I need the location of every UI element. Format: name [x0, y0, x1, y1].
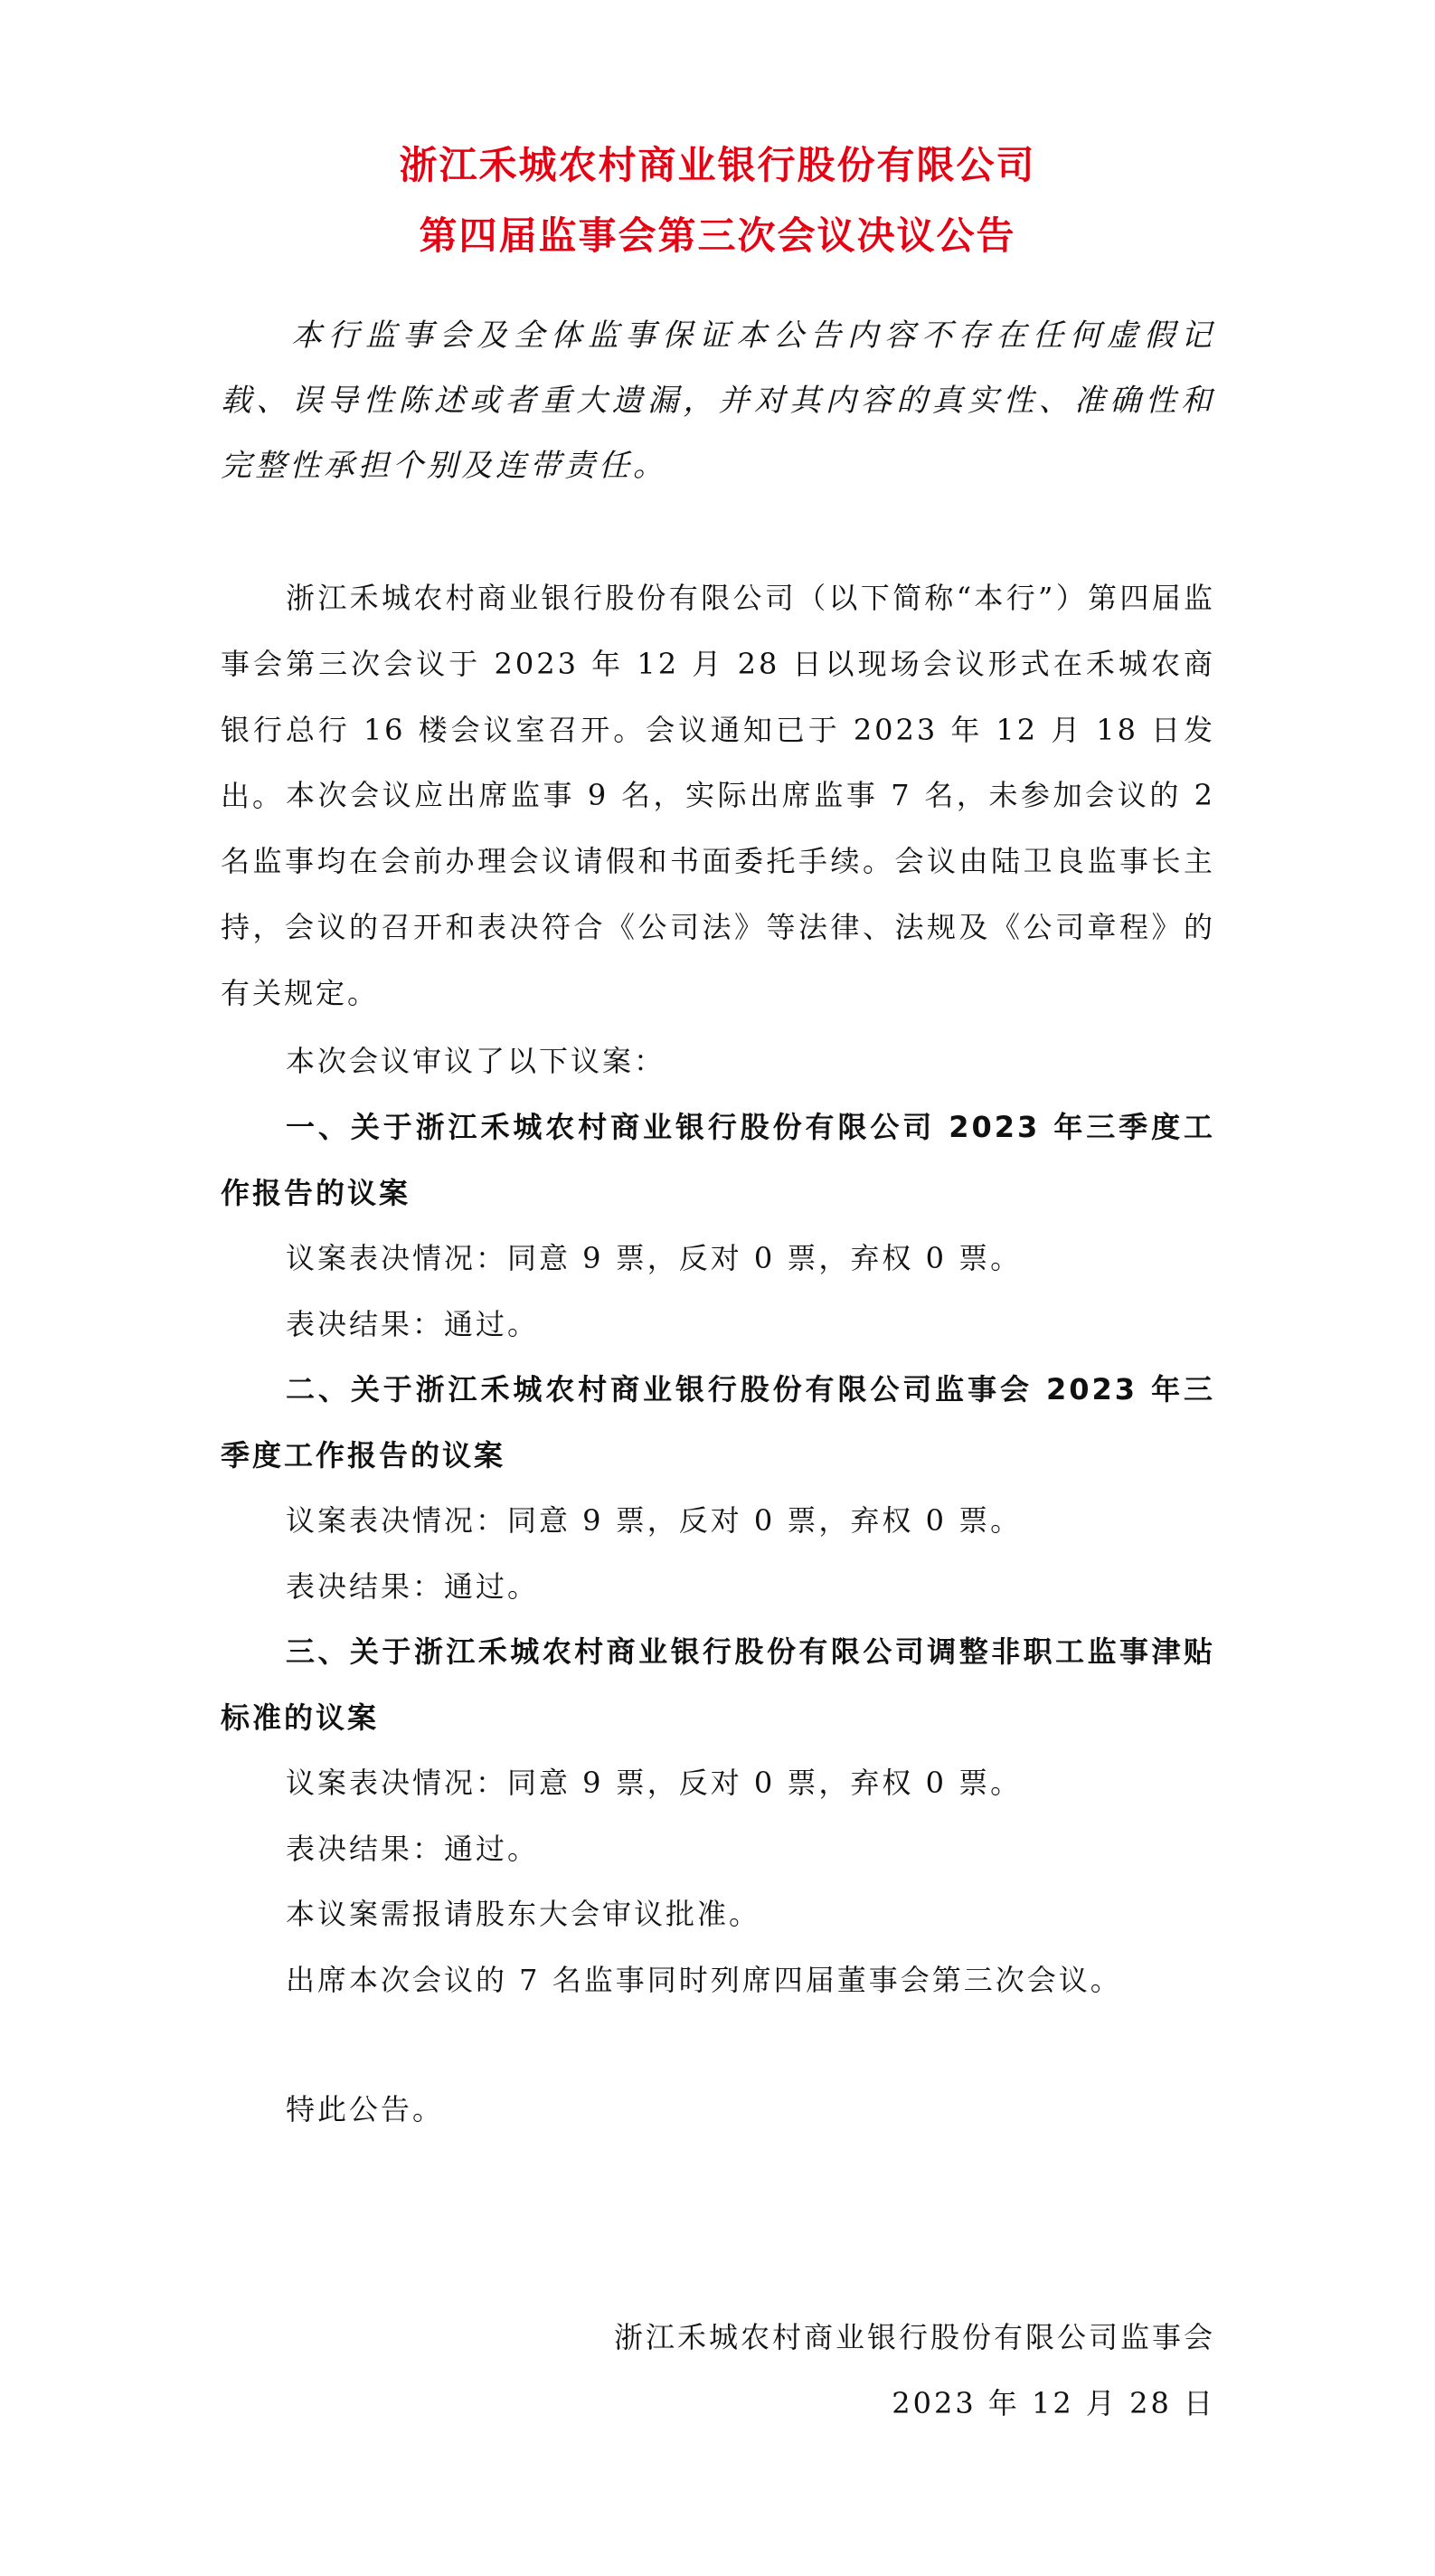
paragraph-intro: 浙江禾城农村商业银行股份有限公司（以下简称“本行”）第四届监事会第三次会议于 2023 年 12 月 28 日以现场会议形式在禾城农商银行总行 16 楼会议室召开。会议通知已于 2023 年 12 月 18 日发出。 — [221, 581, 1215, 813]
resolution-3-heading: 三、关于浙江禾城农村商业银行股份有限公司调整非职工监事津贴标准的议案 — [221, 1634, 1215, 1735]
paragraph-review: 本次会议审议了以下议案： — [286, 1044, 666, 1078]
resolution-3-vote: 议案表决情况：同意 9 票，反对 0 票，弃权 0 票。 — [286, 1766, 1023, 1800]
resolution-2-heading: 二、关于浙江禾城农村商业银行股份有限公司监事会 2023 年三季度工作报告的议案 — [221, 1372, 1215, 1473]
disclaimer-statement: 本行监事会及全体监事保证本公告内容不存在任何虚假记载、误导性陈述或者重大遗漏，并对其内容的真实性、准确性和完整性承担个别及连带责任。 — [221, 317, 1215, 484]
paragraph-attendance: 本次会议应出席监事 9 名，实际出席监事 7 名，未参加会议的 2 名监事均在会前办理会议请假和书面委托手续。会议由陆卫良监事长主持，会议的召开和表决符合《公司法》等法律、法规及《公司章程》的有关规定。 — [221, 778, 1215, 1010]
resolution-2-vote: 议案表决情况：同意 9 票，反对 0 票，弃权 0 票。 — [286, 1503, 1023, 1538]
resolution-2-result: 表决结果：通过。 — [286, 1569, 540, 1604]
resolution-1-heading: 一、关于浙江禾城农村商业银行股份有限公司 2023 年三季度工作报告的议案 — [221, 1110, 1215, 1210]
note-approval: 本议案需报请股东大会审议批准。 — [286, 1897, 761, 1931]
resolution-3-result: 表决结果：通过。 — [286, 1832, 540, 1866]
signature-date: 2023 年 12 月 28 日 — [892, 2386, 1215, 2420]
title-line-2: 第四届监事会第三次会议决议公告 — [419, 213, 1016, 258]
note-board: 出席本次会议的 7 名监事同时列席四届董事会第三次会议。 — [286, 1963, 1122, 1997]
title-line-1: 浙江禾城农村商业银行股份有限公司 — [399, 143, 1036, 187]
resolution-1-result: 表决结果：通过。 — [286, 1307, 540, 1341]
resolution-1-vote: 议案表决情况：同意 9 票，反对 0 票，弃权 0 票。 — [286, 1241, 1023, 1275]
closing-statement: 特此公告。 — [286, 2092, 445, 2126]
signature-organization: 浙江禾城农村商业银行股份有限公司监事会 — [613, 2320, 1215, 2354]
